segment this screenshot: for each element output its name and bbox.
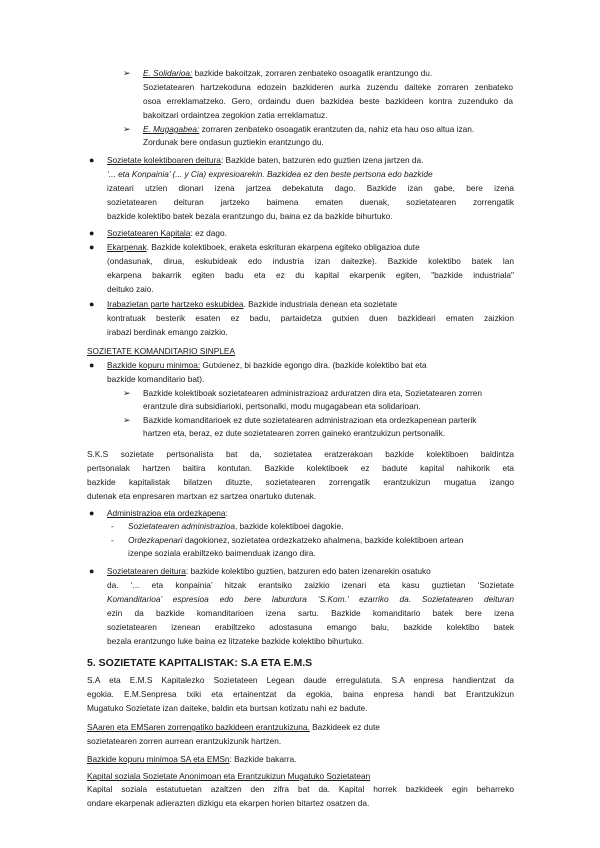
solidarioa-line-1: E. Solidarioa: bazkide bakoitzak, zorraren zenbateko osoagatik erantzungo du. <box>143 68 433 78</box>
administrazioa-line: Administrazioa eta ordezkapena: <box>107 508 228 518</box>
kolektibo-deitura-line-5: bazkide kolektibo batek bezala erantzungo du, baina ez da bazkide bihurtuko. <box>107 211 393 221</box>
kapital-soziala-heading: Kapital soziala Sozietate Anonimoan eta Erantzukizun Mugatuko Sozietatean <box>87 771 371 781</box>
bullet: ● <box>89 242 95 252</box>
kolektibo-deitura-line-1: Sozietate kolektiboaren deitura: Bazkide baten, batzuren edo guztien izena jartzen da. <box>107 155 424 165</box>
komanditario-deitura-line-4: ezin da bazkide komanditarioen izena sartu. Bazkide komanditario batek bere izena <box>107 608 514 618</box>
sub-2-line-1: Bazkide komanditarioek ez dute sozietatearen administrazioan eta ordezkapenean parterik <box>143 415 477 425</box>
section-5-heading: 5. SOZIETATE KAPITALISTAK: S.A ETA E.M.S <box>87 657 313 669</box>
komanditario-deitura-line-5: sozietatearen izenean erabiltzeko adostasuna emango balu, bazkide kolektibo batek <box>107 622 514 632</box>
kapital-soziala-line-2: ondare ekarpenak adierazten dizkigu eta ekarpen horien bitartez osatzen da. <box>87 798 370 808</box>
zorrengatik-line-1: SAaren eta EMSaren zorrengatiko bazkideen erantzukizuna. Bazkideek ez dute <box>87 722 380 732</box>
dash-bullet: - <box>111 521 114 531</box>
bullet: ● <box>89 508 95 518</box>
sub-1-line-1: Bazkide kolektiboak sozietatearen administrazioaz arduratzen dira eta, Sozietatearen zorren <box>143 388 482 398</box>
irabaziak-line-3: irabazi berdinak emango zaizkio. <box>107 327 228 337</box>
kapitala-line: Sozietatearen Kapitala: ez dago. <box>107 228 227 238</box>
bullet: ● <box>89 155 95 165</box>
mugagabea-line-1: E. Mugagabea: zorraren zenbateko osoagatik erantzuten da, nahiz eta hau oso altua izan. <box>143 124 475 134</box>
solidarioa-line-2: Sozietatearen hartzekoduna edozein bazkideren aurka zuzendu daiteke zorraren zenbateko <box>143 82 513 92</box>
komanditario-deitura-line-6: bezala erantzungo luke baina ez litzateke bazkide kolektibo bihurtuko. <box>107 636 364 646</box>
kapitalistak-intro-line-1: S.A eta E.M.S Kapitalezko Sozietateen Legean daude erregulatuta. S.A enpresa handientzat da <box>87 675 514 685</box>
komanditario-kopurua-line-2: bazkide komanditario bat). <box>107 374 205 384</box>
kapital-soziala-line-1: Kapital soziala estatutuetan azaltzen den zifra bat da. Kapital horrek bazkideek egin beharreko <box>87 784 514 794</box>
sks-paragraph-line-3: bazkide kapitalistak bilatzen dituzte, sozietatearen zorrengatik erantzukizun mugatua izango <box>87 477 514 487</box>
kapitalistak-intro-line-2: egokia. E.M.Senpresa txiki eta ertainentzat da egokia, baina enpresa handi bat Erantzukizun <box>87 689 514 699</box>
komanditario-heading: SOZIETATE KOMANDITARIO SINPLEA <box>87 346 235 356</box>
ekarpenak-line-3: ekarpena bakarrik egiten badu eta ez du kapital ekarpenik egiten, "bazkide industriala" <box>107 270 514 280</box>
komanditario-deitura-line-2: da. ‘... eta konpainia’ hitzak erantsiko zaizkio izenari eta kasu guztietan ‘Sozietate <box>107 580 514 590</box>
kapitalistak-kopurua-line: Bazkide kopuru minimoa SA eta EMSn: Bazkide bakarra. <box>87 754 297 764</box>
mugagabea-line-2: Zordunak bere ondasun guztiekin erantzungo du. <box>143 137 324 147</box>
irabaziak-line-1: Irabazietan parte hartzeko eskubidea. Bazkide industriala denean eta sozietate <box>107 299 398 309</box>
irabaziak-line-2: kontratuak besterik esaten ez badu, partaidetza gutxien duen bazkideari ematen zaizkion <box>107 313 514 323</box>
ekarpenak-line-1: Ekarpenak. Bazkide kolektiboek, eraketa eskrituran ekarpena egiteko obligazioa dute <box>107 242 420 252</box>
arrow-bullet: ➢ <box>123 68 131 78</box>
bullet: ● <box>89 228 95 238</box>
kolektibo-deitura-line-3: izateari utzien dionari izena jartzea debekatuta dago. Bazkide izan gabe, bere izena <box>107 183 514 193</box>
komanditario-deitura-line-3: Komanditarioa’ espresioa edo bere laburdura ‘S.Kom.’ ezarriko da. Sozietatearen deituran <box>107 594 514 604</box>
kolektibo-deitura-line-2: ‘... eta Konpainia’ (... y Cia) expresioarekin. Bazkidea ez den beste pertsona edo bazkide <box>107 169 433 179</box>
ekarpenak-line-2: (ondasunak, dirua, eskubideak edo industria izan daitezke). Bazkide kolektibo batek lan <box>107 256 514 266</box>
kolektibo-deitura-line-4: sozietatearen deituran jartzeko baimena ematen duenak, sozietatearen zorrengatik <box>107 197 514 207</box>
arrow-bullet: ➢ <box>123 415 131 425</box>
sks-paragraph-line-2: pertsonalak hartzen baitira kontutan. Bazkide kolektiboek ez badute kapital nahikorik eta <box>87 463 514 473</box>
sub-2-line-2: hartzen eta, beraz, ez dute sozietatearen zorren gaineko erantzukizun pertsonalik. <box>143 428 446 438</box>
solidarioa-line-3: osoa erreklamatzeko. Gero, ordaindu duen bazkidea beste bazkideen kontra zuzenduko da <box>143 96 513 106</box>
solidarioa-line-4: bakoitzari ordaintzea zegokion zatia erreklamatuz. <box>143 110 328 120</box>
zorrengatik-line-2: sozietatearen zorren aurrean erantzukizunik hartzen. <box>87 736 282 746</box>
bullet: ● <box>89 360 95 370</box>
sks-paragraph-line-4: dutenak eta enpresaren martxan ez sartzea onartuko dutenak. <box>87 491 317 501</box>
bullet: ● <box>89 566 95 576</box>
administrazioa-item-1: Sozietatearen administrazioa, bazkide kolektiboei dagokie. <box>128 521 344 531</box>
bullet: ● <box>89 299 95 309</box>
arrow-bullet: ➢ <box>123 388 131 398</box>
komanditario-deitura-line-1: Sozietatearen deitura: bazkide kolektibo guztien, batzuren edo baten izenarekin osatuko <box>107 566 431 576</box>
administrazioa-item-2-line-2: izenpe soziala erabiltzeko baimenduak izango dira. <box>128 548 316 558</box>
dash-bullet: - <box>111 535 114 545</box>
sub-1-line-2: erantzule dira subsidiarioki, pertsonalki, modu mugagabean eta solidarioan. <box>143 401 421 411</box>
kapitalistak-intro-line-3: Mugatuko Sozietate izan daiteke, baldin eta burtsan kotizatu nahi ez badute. <box>87 703 368 713</box>
administrazioa-item-2-line-1: Ordezkapenari dagokionez, sozietatea ordezkatzeko ahalmena, bazkide kolektiboen artean <box>128 535 464 545</box>
sks-paragraph-line-1: S.K.S sozietate pertsonalista bat da, sozietatea eratzerakoan bazkide kolektiboen baldintza <box>87 449 514 459</box>
komanditario-kopurua-line-1: Bazkide kopuru minimoa: Gutxienez, bi bazkide egongo dira. (bazkide kolektibo bat eta <box>107 360 427 370</box>
arrow-bullet: ➢ <box>123 124 131 134</box>
ekarpenak-line-4: deituko zaio. <box>107 284 154 294</box>
